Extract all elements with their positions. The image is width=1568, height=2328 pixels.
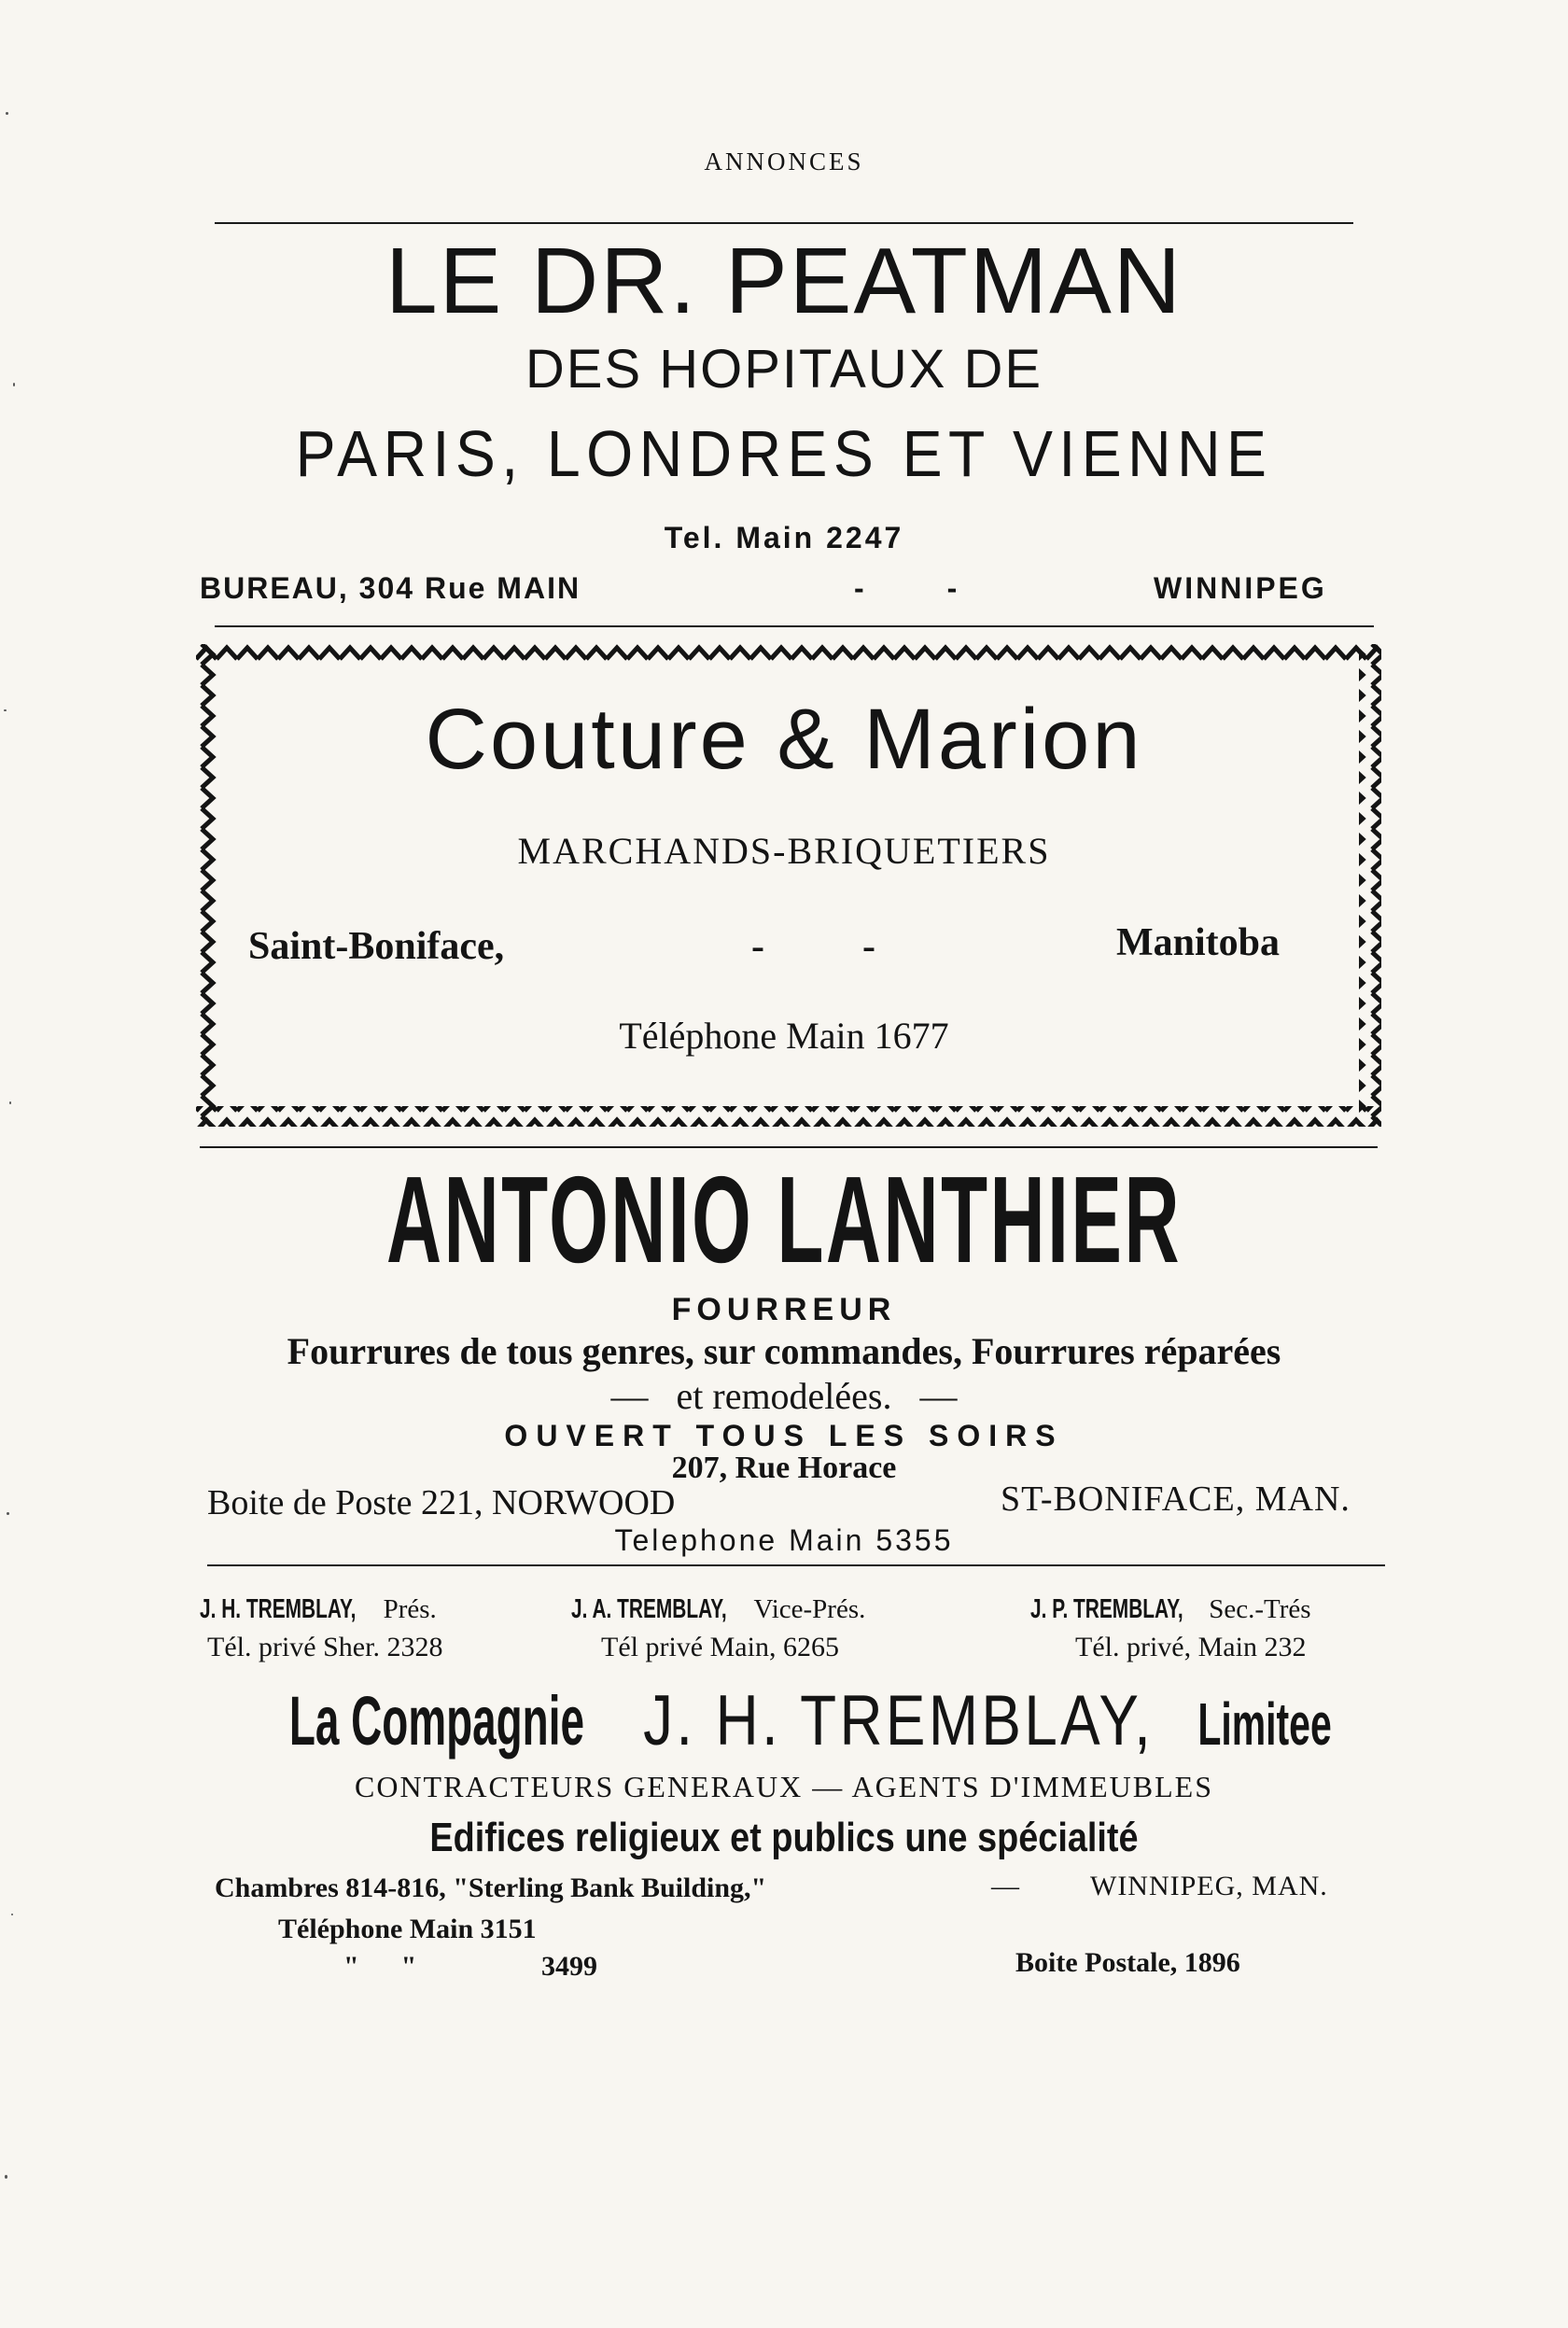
company-chambers: Chambres 814-816, "Sterling Bank Building," <box>215 1872 767 1903</box>
company-dash: — <box>991 1871 1019 1901</box>
company-phone2-num: 3499 <box>541 1951 597 1982</box>
company-line <box>0 1680 1568 1774</box>
company-phone2-ditto: " " <box>343 1951 417 1982</box>
lanthier-address: 207, Rue Horace <box>671 1451 897 1485</box>
lanthier-box: Boite de Poste 221, NORWOOD <box>207 1483 676 1522</box>
officer-1 <box>200 1594 437 1625</box>
officer-2 <box>571 1594 865 1625</box>
officer-3-tel: Tél. privé, Main 232 <box>1075 1632 1307 1662</box>
peatman-line1: DES HOPITAUX DE <box>525 339 1043 400</box>
peatman-dashes: - - <box>854 571 958 605</box>
company-phone1: Téléphone Main 3151 <box>278 1914 537 1944</box>
peatman-line2: PARIS, LONDRES ET VIENNE <box>295 417 1273 490</box>
peatman-bureau: BUREAU, 304 Rue MAIN <box>200 571 581 605</box>
company-name: J. H. TREMBLAY, <box>643 1681 1155 1760</box>
lanthier-open: OUVERT TOUS LES SOIRS <box>504 1419 1064 1452</box>
couture-rule <box>200 1146 1378 1148</box>
officer-2-name: J. A. TREMBLAY, <box>571 1594 727 1624</box>
couture-name: Couture & Marion <box>425 692 1143 787</box>
couture-trade: MARCHANDS-BRIQUETIERS <box>517 830 1051 872</box>
peatman-name: LE DR. PEATMAN <box>385 229 1183 333</box>
officer-1-name: J. H. TREMBLAY, <box>200 1594 357 1624</box>
lanthier-name: ANTONIO LANTHIER <box>385 1151 1182 1288</box>
peatman-city: WINNIPEG <box>1154 571 1327 605</box>
couture-phone: Téléphone Main 1677 <box>619 1015 949 1057</box>
running-title: ANNONCES <box>704 147 864 175</box>
couture-place-left: Saint-Boniface, <box>248 925 505 968</box>
company-city: WINNIPEG, MAN. <box>1090 1871 1328 1901</box>
officer-3 <box>1030 1594 1311 1625</box>
peatman-tel: Tel. Main 2247 <box>664 521 904 554</box>
lanthier-line2: — et remodelées. — <box>610 1375 958 1417</box>
peatman-rule <box>215 625 1374 627</box>
company-suffix: Limitee <box>1197 1690 1332 1758</box>
officer-3-name: J. P. TREMBLAY, <box>1030 1594 1183 1624</box>
officer-1-tel: Tél. privé Sher. 2328 <box>207 1632 443 1662</box>
lanthier-trade: FOURREUR <box>671 1292 897 1327</box>
lanthier-phone: Telephone Main 5355 <box>614 1523 954 1557</box>
officer-2-title: Vice-Prés. <box>753 1594 866 1624</box>
couture-place-right: Manitoba <box>1116 921 1281 964</box>
lanthier-rule <box>207 1564 1385 1566</box>
officer-3-title: Sec.-Trés <box>1209 1594 1311 1624</box>
company-specialty: Edifices religieux et publics une spécialité <box>429 1815 1139 1860</box>
company-trade: CONTRACTEURS GENERAUX — AGENTS D'IMMEUBLES <box>354 1770 1213 1803</box>
lanthier-city: ST-BONIFACE, MAN. <box>1001 1480 1351 1519</box>
company-prefix: La Compagnie <box>289 1682 585 1760</box>
top-rule <box>215 222 1353 224</box>
company-po-box: Boite Postale, 1896 <box>1015 1947 1240 1978</box>
lanthier-line1: Fourrures de tous genres, sur commandes, Fourrures réparées <box>287 1330 1281 1372</box>
couture-dashes: - - <box>751 925 875 968</box>
officer-1-title: Prés. <box>383 1594 437 1624</box>
officer-2-tel: Tél privé Main, 6265 <box>601 1632 839 1662</box>
